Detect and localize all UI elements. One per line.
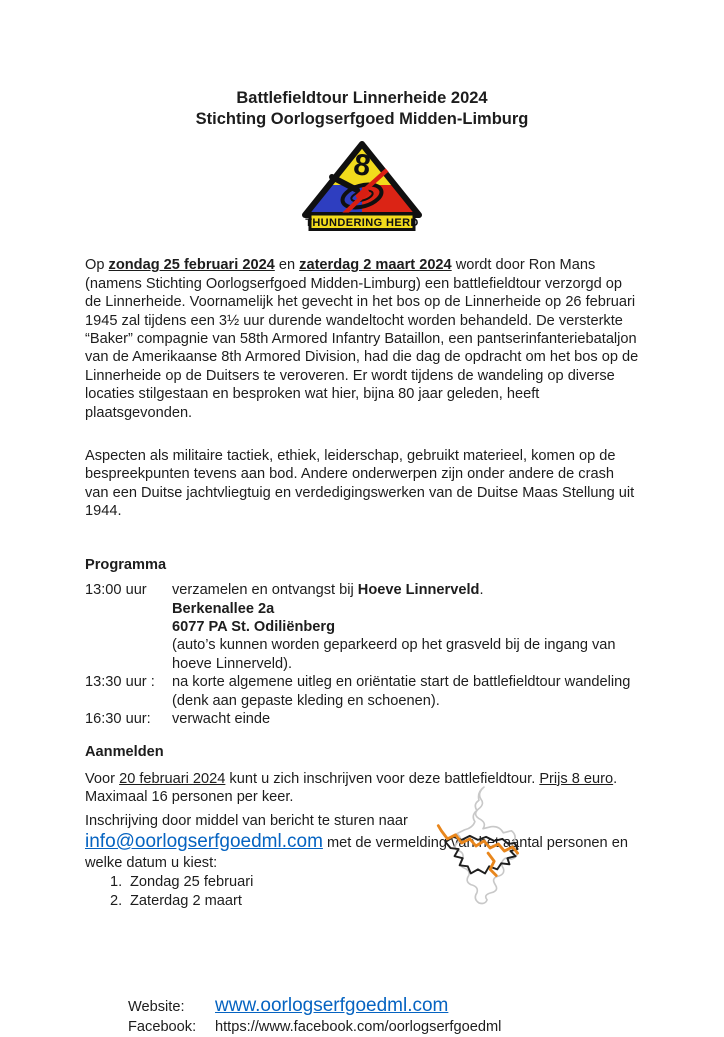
route-branch-line <box>488 853 496 875</box>
date-2: zaterdag 2 maart 2024 <box>299 257 452 274</box>
program-table <box>85 581 639 728</box>
venue-name: Hoeve Linnerveld <box>357 582 480 599</box>
intro-text: Op <box>85 257 109 274</box>
program-row <box>85 673 639 710</box>
description-cell: verzamelen en ontvangst bij Hoeve Linnerveld. Berkenallee 2a 6077 PA St. Odiliënberg (auto’s kunnen worden geparkeerd op het grasveld bij de ingang van hoeve Linnerveld). <box>172 581 639 673</box>
footer-links <box>85 994 639 1036</box>
aspects-paragraph: Aspecten als militaire tactiek, ethiek, leiderschap, gebruikt materieel, komen op de bespreekpunten tevens aan bod. Andere onderwerpen zijn onder andere de crash van een Duitse jachtvliegtuig en verdedigingswerken van de Duitse Maas Stellung uit 1944. <box>85 448 635 520</box>
date-1: zondag 25 februari 2024 <box>108 257 275 274</box>
patch-banner-text: THUNDERING HERD <box>305 217 419 229</box>
signup-heading: Aanmelden <box>85 744 164 761</box>
parking-note: (auto’s kunnen worden geparkeerd op het grasveld bij de ingang van hoeve Linnerveld). <box>172 637 616 672</box>
website-label: Website: <box>128 999 185 1016</box>
website-link[interactable]: www.oorlogserfgoedml.com <box>215 995 449 1017</box>
page-title: Battlefieldtour Linnerheide 2024 <box>236 89 488 107</box>
program-row <box>85 581 639 673</box>
deadline-date: 20 februari 2024 <box>119 770 226 787</box>
website-row <box>128 994 639 1018</box>
time-cell: 13:30 uur : <box>85 674 155 691</box>
price: Prijs 8 euro <box>539 770 614 787</box>
signup-instruction: Inschrijving door middel van bericht te sturen naar info@oorlogserfgoedml.com met de vermelding van het aantal personen en welke datum u kiest: <box>85 812 628 871</box>
option-number: 1. <box>110 874 123 891</box>
time-cell: 16:30 uur: <box>85 710 151 727</box>
venue-city: 6077 PA St. Odiliënberg <box>172 618 336 635</box>
max-persons-line: Maximaal 16 personen per keer. <box>85 789 294 806</box>
option-label: Zaterdag 2 maart <box>130 892 242 909</box>
patch-number: 8 <box>351 148 373 184</box>
program-heading: Programma <box>85 556 167 573</box>
division-patch-logo <box>296 138 428 237</box>
list-item <box>85 873 639 891</box>
limburg-map-svg <box>430 784 534 908</box>
facebook-row <box>128 1018 639 1036</box>
limburg-map <box>430 784 534 908</box>
program-row <box>85 710 639 728</box>
option-number: 2. <box>110 892 123 909</box>
facebook-label: Facebook: <box>128 1019 197 1036</box>
patch-svg <box>296 138 428 232</box>
time-cell: 13:00 uur <box>85 582 147 599</box>
venue-street: Berkenallee 2a <box>172 600 275 617</box>
intro-paragraph: Op zondag 25 februari 2024 en zaterdag 2 maart 2024 wordt door Ron Mans (namens Stichting Oorlogserfgoed Midden-Limburg) een battlefieldtour verzorgd op de Linnerheide. Voornamelijk het gevecht in het bos op de Linnerheide op 26 februari 1945 zal tijdens een 3½ uur durende wandeltocht worden behandeld. De versterkte “Baker” compagnie van 58th Armored Infantry Bataillon, een pantserinfanteriebataljon van de Amerikaanse 8th Armored Division, had die dag de opdracht om het bos op de Linnerheide op de Duitsers te veroveren. Er wordt tijdens de wandeling op diverse locaties stilgestaan en besproken wat hier, bijna 80 jaar geleden, heeft plaatsgevonden. <box>85 257 639 421</box>
list-item <box>85 892 639 910</box>
description-cell: verwacht einde <box>172 710 271 727</box>
email-link[interactable]: info@oorlogserfgoedml.com <box>85 830 323 852</box>
option-label: Zondag 25 februari <box>130 874 254 891</box>
date-options-list <box>85 873 639 910</box>
deadline-line: Voor 20 februari 2024 kunt u zich inschrijven voor deze battlefieldtour. Prijs 8 euro. <box>85 770 618 787</box>
description-cell: na korte algemene uitleg en oriëntatie start de battlefieldtour wandeling (denk aan gepaste kleding en schoenen). <box>172 674 631 709</box>
facebook-url: https://www.facebook.com/oorlogserfgoedml <box>215 1019 502 1036</box>
page-subtitle: Stichting Oorlogserfgoed Midden-Limburg <box>195 110 529 128</box>
